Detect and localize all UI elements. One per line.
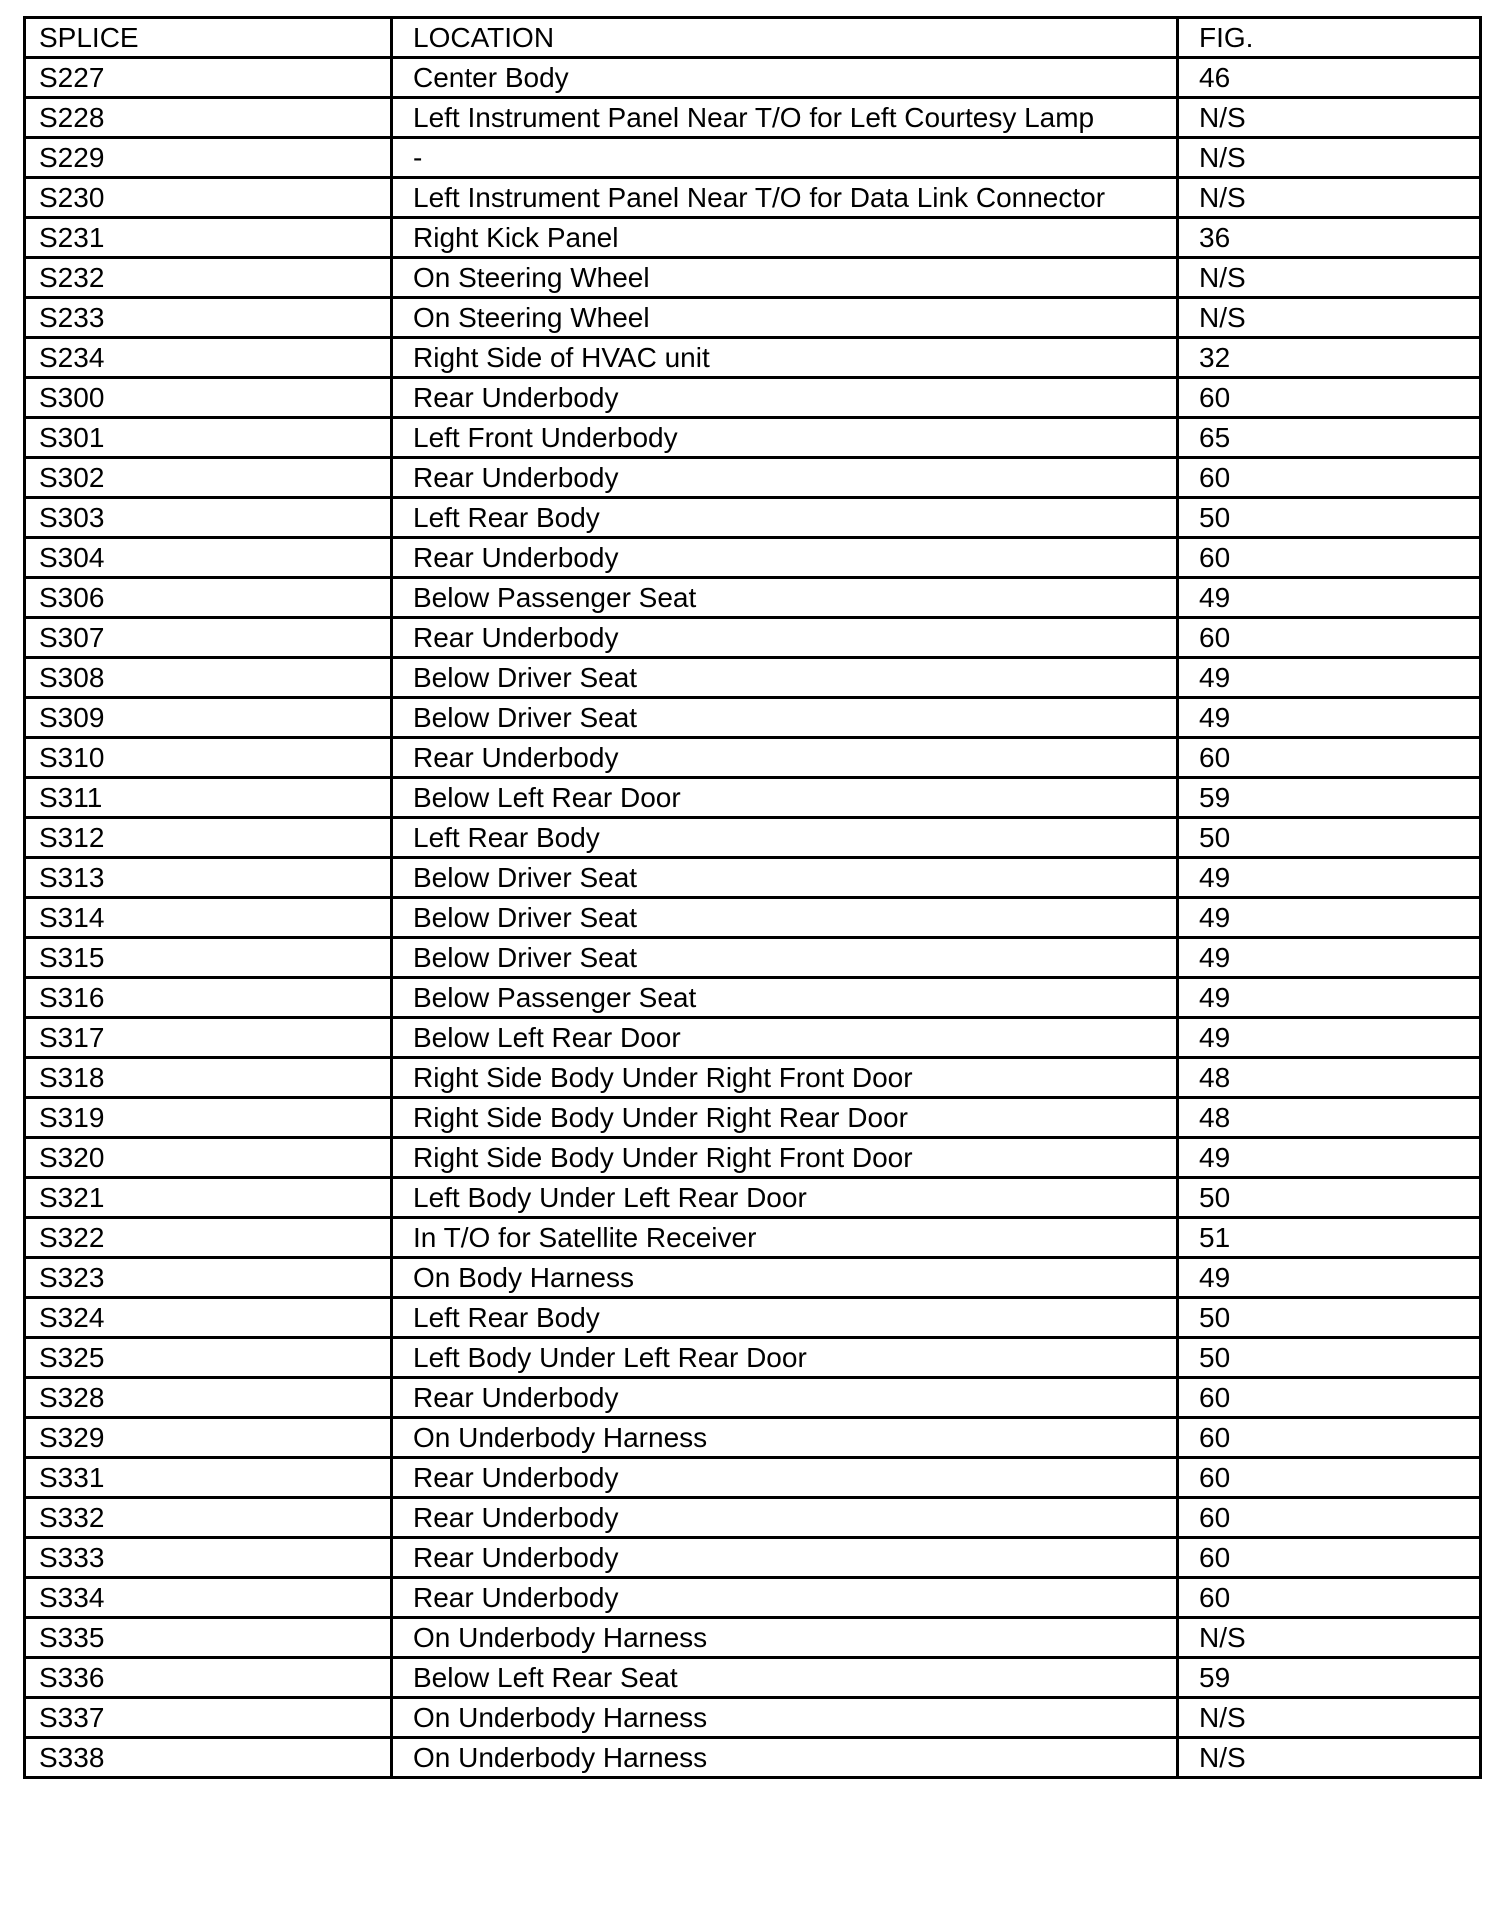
cell-location: Left Body Under Left Rear Door	[392, 1178, 1178, 1218]
cell-fig: 60	[1178, 538, 1481, 578]
table-row	[25, 978, 1481, 1018]
table-row	[25, 1098, 1481, 1138]
cell-splice: S328	[25, 1378, 392, 1418]
cell-splice: S314	[25, 898, 392, 938]
cell-location: Below Passenger Seat	[392, 978, 1178, 1018]
table-row	[25, 1458, 1481, 1498]
cell-fig: 60	[1178, 458, 1481, 498]
cell-location: Left Front Underbody	[392, 418, 1178, 458]
cell-fig: 50	[1178, 498, 1481, 538]
table-row	[25, 1578, 1481, 1618]
cell-location: Rear Underbody	[392, 1458, 1178, 1498]
cell-location: On Underbody Harness	[392, 1618, 1178, 1658]
cell-fig: 60	[1178, 1538, 1481, 1578]
cell-location: Right Side of HVAC unit	[392, 338, 1178, 378]
cell-splice: S228	[25, 98, 392, 138]
table-row	[25, 578, 1481, 618]
cell-location: Left Rear Body	[392, 1298, 1178, 1338]
cell-location: On Steering Wheel	[392, 258, 1178, 298]
table-row	[25, 1178, 1481, 1218]
cell-fig: 49	[1178, 858, 1481, 898]
table-row	[25, 178, 1481, 218]
cell-fig: 36	[1178, 218, 1481, 258]
cell-fig: 50	[1178, 1178, 1481, 1218]
table-row	[25, 1298, 1481, 1338]
cell-fig: 46	[1178, 58, 1481, 98]
table-row	[25, 1698, 1481, 1738]
header-location: LOCATION	[392, 18, 1178, 58]
cell-fig: 50	[1178, 1298, 1481, 1338]
cell-fig: 49	[1178, 938, 1481, 978]
cell-location: On Underbody Harness	[392, 1698, 1178, 1738]
cell-location: Rear Underbody	[392, 1378, 1178, 1418]
cell-fig: 49	[1178, 1258, 1481, 1298]
cell-fig: N/S	[1178, 138, 1481, 178]
cell-fig: N/S	[1178, 1738, 1481, 1778]
cell-location: Center Body	[392, 58, 1178, 98]
cell-fig: 60	[1178, 1498, 1481, 1538]
cell-location: On Underbody Harness	[392, 1738, 1178, 1778]
cell-splice: S230	[25, 178, 392, 218]
cell-splice: S231	[25, 218, 392, 258]
table-row	[25, 1378, 1481, 1418]
table-header-row	[25, 18, 1481, 58]
cell-splice: S309	[25, 698, 392, 738]
table-row	[25, 218, 1481, 258]
cell-location: Left Rear Body	[392, 498, 1178, 538]
cell-splice: S310	[25, 738, 392, 778]
table-row	[25, 618, 1481, 658]
cell-fig: N/S	[1178, 1698, 1481, 1738]
cell-location: Rear Underbody	[392, 378, 1178, 418]
cell-splice: S306	[25, 578, 392, 618]
cell-fig: 60	[1178, 1578, 1481, 1618]
cell-fig: 49	[1178, 698, 1481, 738]
cell-splice: S312	[25, 818, 392, 858]
cell-location: In T/O for Satellite Receiver	[392, 1218, 1178, 1258]
cell-splice: S317	[25, 1018, 392, 1058]
table-row	[25, 378, 1481, 418]
table-row	[25, 138, 1481, 178]
table-row	[25, 898, 1481, 938]
cell-fig: 60	[1178, 1378, 1481, 1418]
table-row	[25, 1338, 1481, 1378]
cell-fig: 32	[1178, 338, 1481, 378]
cell-splice: S300	[25, 378, 392, 418]
cell-fig: 59	[1178, 1658, 1481, 1698]
table-row	[25, 98, 1481, 138]
cell-fig: 49	[1178, 1138, 1481, 1178]
table-row	[25, 658, 1481, 698]
cell-location: Rear Underbody	[392, 1578, 1178, 1618]
cell-fig: 49	[1178, 658, 1481, 698]
cell-splice: S325	[25, 1338, 392, 1378]
cell-location: -	[392, 138, 1178, 178]
table-row	[25, 1218, 1481, 1258]
splice-location-table	[23, 16, 1482, 1779]
table-row	[25, 1138, 1481, 1178]
cell-splice: S316	[25, 978, 392, 1018]
cell-splice: S336	[25, 1658, 392, 1698]
table-row	[25, 338, 1481, 378]
table-row	[25, 1618, 1481, 1658]
cell-fig: 49	[1178, 978, 1481, 1018]
cell-fig: 49	[1178, 1018, 1481, 1058]
cell-location: Right Side Body Under Right Rear Door	[392, 1098, 1178, 1138]
cell-fig: N/S	[1178, 1618, 1481, 1658]
cell-fig: N/S	[1178, 178, 1481, 218]
cell-splice: S323	[25, 1258, 392, 1298]
cell-location: Rear Underbody	[392, 538, 1178, 578]
cell-fig: 59	[1178, 778, 1481, 818]
table-row	[25, 538, 1481, 578]
cell-fig: 48	[1178, 1098, 1481, 1138]
cell-fig: 60	[1178, 1418, 1481, 1458]
cell-location: Left Rear Body	[392, 818, 1178, 858]
cell-location: Right Side Body Under Right Front Door	[392, 1058, 1178, 1098]
table-row	[25, 1418, 1481, 1458]
table-row	[25, 418, 1481, 458]
cell-fig: 51	[1178, 1218, 1481, 1258]
cell-location: Below Driver Seat	[392, 858, 1178, 898]
cell-splice: S334	[25, 1578, 392, 1618]
cell-splice: S232	[25, 258, 392, 298]
header-fig: FIG.	[1178, 18, 1481, 58]
cell-location: Below Passenger Seat	[392, 578, 1178, 618]
cell-splice: S302	[25, 458, 392, 498]
header-splice: SPLICE	[25, 18, 392, 58]
cell-splice: S338	[25, 1738, 392, 1778]
cell-location: Rear Underbody	[392, 1538, 1178, 1578]
cell-location: Below Driver Seat	[392, 938, 1178, 978]
cell-location: Right Kick Panel	[392, 218, 1178, 258]
cell-fig: 65	[1178, 418, 1481, 458]
cell-location: Rear Underbody	[392, 1498, 1178, 1538]
cell-splice: S315	[25, 938, 392, 978]
cell-fig: 49	[1178, 898, 1481, 938]
cell-splice: S233	[25, 298, 392, 338]
table-row	[25, 58, 1481, 98]
cell-splice: S337	[25, 1698, 392, 1738]
table-row	[25, 818, 1481, 858]
cell-fig: 60	[1178, 618, 1481, 658]
cell-fig: 60	[1178, 738, 1481, 778]
cell-splice: S331	[25, 1458, 392, 1498]
table-row	[25, 1058, 1481, 1098]
cell-location: Left Body Under Left Rear Door	[392, 1338, 1178, 1378]
cell-splice: S329	[25, 1418, 392, 1458]
table-row	[25, 1738, 1481, 1778]
table-row	[25, 258, 1481, 298]
cell-fig: 48	[1178, 1058, 1481, 1098]
cell-splice: S319	[25, 1098, 392, 1138]
cell-fig: 50	[1178, 1338, 1481, 1378]
cell-location: Below Driver Seat	[392, 658, 1178, 698]
cell-splice: S301	[25, 418, 392, 458]
cell-location: Below Driver Seat	[392, 898, 1178, 938]
cell-location: On Steering Wheel	[392, 298, 1178, 338]
cell-splice: S322	[25, 1218, 392, 1258]
splice-table-page	[23, 16, 1482, 1779]
cell-location: Left Instrument Panel Near T/O for Data Link Connector	[392, 178, 1178, 218]
cell-fig: 60	[1178, 1458, 1481, 1498]
table-row	[25, 1258, 1481, 1298]
table-row	[25, 298, 1481, 338]
cell-splice: S318	[25, 1058, 392, 1098]
cell-location: Rear Underbody	[392, 738, 1178, 778]
table-row	[25, 938, 1481, 978]
cell-splice: S229	[25, 138, 392, 178]
cell-splice: S234	[25, 338, 392, 378]
cell-splice: S308	[25, 658, 392, 698]
cell-splice: S313	[25, 858, 392, 898]
cell-splice: S332	[25, 1498, 392, 1538]
table-row	[25, 498, 1481, 538]
cell-location: Below Driver Seat	[392, 698, 1178, 738]
cell-splice: S311	[25, 778, 392, 818]
cell-fig: N/S	[1178, 298, 1481, 338]
cell-fig: 60	[1178, 378, 1481, 418]
cell-fig: N/S	[1178, 98, 1481, 138]
cell-location: Below Left Rear Door	[392, 778, 1178, 818]
cell-splice: S320	[25, 1138, 392, 1178]
cell-splice: S304	[25, 538, 392, 578]
cell-location: Left Instrument Panel Near T/O for Left Courtesy Lamp	[392, 98, 1178, 138]
cell-fig: 49	[1178, 578, 1481, 618]
cell-splice: S324	[25, 1298, 392, 1338]
cell-splice: S335	[25, 1618, 392, 1658]
cell-fig: 50	[1178, 818, 1481, 858]
table-row	[25, 858, 1481, 898]
table-row	[25, 458, 1481, 498]
table-row	[25, 1018, 1481, 1058]
cell-location: On Body Harness	[392, 1258, 1178, 1298]
cell-location: Right Side Body Under Right Front Door	[392, 1138, 1178, 1178]
table-row	[25, 1498, 1481, 1538]
cell-splice: S303	[25, 498, 392, 538]
table-body	[25, 58, 1481, 1778]
cell-location: Below Left Rear Seat	[392, 1658, 1178, 1698]
cell-splice: S307	[25, 618, 392, 658]
cell-location: Rear Underbody	[392, 618, 1178, 658]
cell-splice: S227	[25, 58, 392, 98]
cell-location: Below Left Rear Door	[392, 1018, 1178, 1058]
table-row	[25, 1658, 1481, 1698]
cell-fig: N/S	[1178, 258, 1481, 298]
cell-splice: S321	[25, 1178, 392, 1218]
table-row	[25, 1538, 1481, 1578]
table-row	[25, 738, 1481, 778]
cell-splice: S333	[25, 1538, 392, 1578]
table-row	[25, 778, 1481, 818]
table-row	[25, 698, 1481, 738]
cell-location: Rear Underbody	[392, 458, 1178, 498]
cell-location: On Underbody Harness	[392, 1418, 1178, 1458]
